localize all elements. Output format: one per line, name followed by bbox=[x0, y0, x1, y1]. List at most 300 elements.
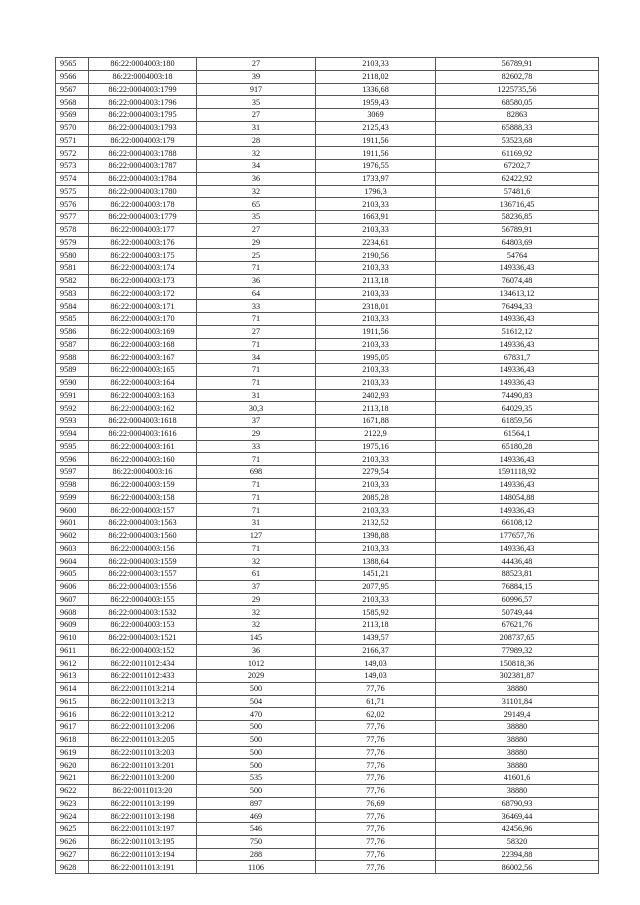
unit-value-cell: 2103,33 bbox=[316, 453, 436, 466]
unit-value-cell: 77,76 bbox=[316, 861, 436, 874]
unit-value-cell: 77,76 bbox=[316, 810, 436, 823]
unit-value-cell: 2103,33 bbox=[316, 338, 436, 351]
area-cell: 71 bbox=[197, 313, 316, 326]
cadastral-number-cell: 86:22:0011013:200 bbox=[89, 772, 197, 785]
cadastral-value-cell: 56789,91 bbox=[436, 58, 599, 71]
cadastral-number-cell: 86:22:0004003:16 bbox=[89, 466, 197, 479]
area-cell: 71 bbox=[197, 376, 316, 389]
unit-value-cell: 1585,92 bbox=[316, 606, 436, 619]
cadastral-value-cell: 64029,35 bbox=[436, 402, 599, 415]
area-cell: 27 bbox=[197, 109, 316, 122]
cadastral-value-cell: 65888,33 bbox=[436, 121, 599, 134]
unit-value-cell: 1733,97 bbox=[316, 172, 436, 185]
cadastral-number-cell: 86:22:0004003:1787 bbox=[89, 160, 197, 173]
row-number-cell: 9614 bbox=[56, 682, 89, 695]
table-row bbox=[56, 733, 599, 746]
area-cell: 500 bbox=[197, 784, 316, 797]
unit-value-cell: 77,76 bbox=[316, 759, 436, 772]
cadastral-value-cell: 61169,92 bbox=[436, 147, 599, 160]
cadastral-value-cell: 58236,85 bbox=[436, 211, 599, 224]
row-number-cell: 9615 bbox=[56, 695, 89, 708]
unit-value-cell: 2103,33 bbox=[316, 364, 436, 377]
cadastral-number-cell: 86:22:0004003:168 bbox=[89, 338, 197, 351]
row-number-cell: 9617 bbox=[56, 721, 89, 734]
table-row bbox=[56, 746, 599, 759]
cadastral-value-cell: 38880 bbox=[436, 721, 599, 734]
cadastral-value-cell: 134613,12 bbox=[436, 287, 599, 300]
cadastral-number-cell: 86:22:0004003:1796 bbox=[89, 96, 197, 109]
cadastral-number-cell: 86:22:0004003:1788 bbox=[89, 147, 197, 160]
area-cell: 64 bbox=[197, 287, 316, 300]
table-row bbox=[56, 695, 599, 708]
cadastral-value-cell: 56789,91 bbox=[436, 223, 599, 236]
cadastral-value-cell: 50749,44 bbox=[436, 606, 599, 619]
unit-value-cell: 2402,93 bbox=[316, 389, 436, 402]
cadastral-number-cell: 86:22:0011013:214 bbox=[89, 682, 197, 695]
cadastral-number-cell: 86:22:0004003:172 bbox=[89, 287, 197, 300]
row-number-cell: 9616 bbox=[56, 708, 89, 721]
row-number-cell: 9606 bbox=[56, 580, 89, 593]
table-row bbox=[56, 580, 599, 593]
row-number-cell: 9565 bbox=[56, 58, 89, 71]
row-number-cell: 9586 bbox=[56, 325, 89, 338]
table-row bbox=[56, 529, 599, 542]
cadastral-number-cell: 86:22:0004003:1795 bbox=[89, 109, 197, 122]
area-cell: 33 bbox=[197, 300, 316, 313]
table-row bbox=[56, 134, 599, 147]
area-cell: 469 bbox=[197, 810, 316, 823]
cadastral-value-cell: 149336,43 bbox=[436, 504, 599, 517]
table-row bbox=[56, 198, 599, 211]
row-number-cell: 9572 bbox=[56, 147, 89, 160]
area-cell: 33 bbox=[197, 440, 316, 453]
unit-value-cell: 2103,33 bbox=[316, 504, 436, 517]
row-number-cell: 9608 bbox=[56, 606, 89, 619]
area-cell: 32 bbox=[197, 555, 316, 568]
table-row bbox=[56, 453, 599, 466]
cadastral-value-cell: 53523,68 bbox=[436, 134, 599, 147]
cadastral-number-cell: 86:22:0011013:194 bbox=[89, 848, 197, 861]
cadastral-number-cell: 86:22:0004003:180 bbox=[89, 58, 197, 71]
table-row bbox=[56, 542, 599, 555]
unit-value-cell: 1911,56 bbox=[316, 147, 436, 160]
unit-value-cell: 2318,01 bbox=[316, 300, 436, 313]
cadastral-value-cell: 149336,43 bbox=[436, 313, 599, 326]
area-cell: 288 bbox=[197, 848, 316, 861]
area-cell: 27 bbox=[197, 58, 316, 71]
cadastral-number-cell: 86:22:0011013:205 bbox=[89, 733, 197, 746]
row-number-cell: 9579 bbox=[56, 236, 89, 249]
table-row bbox=[56, 300, 599, 313]
row-number-cell: 9601 bbox=[56, 517, 89, 530]
area-cell: 500 bbox=[197, 733, 316, 746]
table-row bbox=[56, 185, 599, 198]
area-cell: 65 bbox=[197, 198, 316, 211]
table-row bbox=[56, 657, 599, 670]
row-number-cell: 9624 bbox=[56, 810, 89, 823]
unit-value-cell: 77,76 bbox=[316, 823, 436, 836]
unit-value-cell: 77,76 bbox=[316, 835, 436, 848]
cadastral-value-cell: 38880 bbox=[436, 746, 599, 759]
row-number-cell: 9609 bbox=[56, 619, 89, 632]
row-number-cell: 9567 bbox=[56, 83, 89, 96]
table-row bbox=[56, 427, 599, 440]
unit-value-cell: 2113,18 bbox=[316, 619, 436, 632]
table-row bbox=[56, 619, 599, 632]
cadastral-number-cell: 86:22:0004003:1779 bbox=[89, 211, 197, 224]
unit-value-cell: 62,02 bbox=[316, 708, 436, 721]
unit-value-cell: 1976,55 bbox=[316, 160, 436, 173]
table-row bbox=[56, 606, 599, 619]
cadastral-value-cell: 76074,48 bbox=[436, 274, 599, 287]
table-row bbox=[56, 313, 599, 326]
area-cell: 546 bbox=[197, 823, 316, 836]
unit-value-cell: 77,76 bbox=[316, 682, 436, 695]
unit-value-cell: 76,69 bbox=[316, 797, 436, 810]
table-row bbox=[56, 440, 599, 453]
cadastral-number-cell: 86:22:0004003:157 bbox=[89, 504, 197, 517]
unit-value-cell: 1975,16 bbox=[316, 440, 436, 453]
cadastral-value-cell: 42456,96 bbox=[436, 823, 599, 836]
area-cell: 1012 bbox=[197, 657, 316, 670]
cadastral-value-cell: 62422,92 bbox=[436, 172, 599, 185]
cadastral-number-cell: 86:22:0004003:160 bbox=[89, 453, 197, 466]
row-number-cell: 9566 bbox=[56, 70, 89, 83]
cadastral-number-cell: 86:22:0004003:173 bbox=[89, 274, 197, 287]
cadastral-number-cell: 86:22:0011013:206 bbox=[89, 721, 197, 734]
cadastral-value-cell: 1591118,92 bbox=[436, 466, 599, 479]
row-number-cell: 9620 bbox=[56, 759, 89, 772]
unit-value-cell: 1388,64 bbox=[316, 555, 436, 568]
area-cell: 500 bbox=[197, 682, 316, 695]
cadastral-value-cell: 82863 bbox=[436, 109, 599, 122]
row-number-cell: 9574 bbox=[56, 172, 89, 185]
cadastral-value-cell: 76494,33 bbox=[436, 300, 599, 313]
row-number-cell: 9573 bbox=[56, 160, 89, 173]
cadastral-number-cell: 86:22:0004003:1793 bbox=[89, 121, 197, 134]
cadastral-number-cell: 86:22:0004003:178 bbox=[89, 198, 197, 211]
cadastral-number-cell: 86:22:0011013:212 bbox=[89, 708, 197, 721]
cadastral-number-cell: 86:22:0004003:1560 bbox=[89, 529, 197, 542]
cadastral-value-cell: 54764 bbox=[436, 249, 599, 262]
row-number-cell: 9584 bbox=[56, 300, 89, 313]
cadastral-number-cell: 86:22:0004003:158 bbox=[89, 491, 197, 504]
cadastral-value-cell: 58320 bbox=[436, 835, 599, 848]
row-number-cell: 9568 bbox=[56, 96, 89, 109]
unit-value-cell: 2125,43 bbox=[316, 121, 436, 134]
unit-value-cell: 149,03 bbox=[316, 657, 436, 670]
unit-value-cell: 77,76 bbox=[316, 746, 436, 759]
cadastral-number-cell: 86:22:0004003:153 bbox=[89, 619, 197, 632]
cadastral-number-cell: 86:22:0011013:195 bbox=[89, 835, 197, 848]
cadastral-number-cell: 86:22:0004003:176 bbox=[89, 236, 197, 249]
cadastral-value-cell: 65180,28 bbox=[436, 440, 599, 453]
area-cell: 27 bbox=[197, 325, 316, 338]
unit-value-cell: 2103,33 bbox=[316, 313, 436, 326]
table-row bbox=[56, 351, 599, 364]
table-row bbox=[56, 631, 599, 644]
unit-value-cell: 1911,56 bbox=[316, 325, 436, 338]
row-number-cell: 9595 bbox=[56, 440, 89, 453]
table-row bbox=[56, 784, 599, 797]
unit-value-cell: 2279,54 bbox=[316, 466, 436, 479]
cadastral-value-cell: 149336,43 bbox=[436, 542, 599, 555]
cadastral-value-cell: 148054,88 bbox=[436, 491, 599, 504]
cadastral-value-cell: 67202,7 bbox=[436, 160, 599, 173]
unit-value-cell: 2113,18 bbox=[316, 274, 436, 287]
unit-value-cell: 1439,57 bbox=[316, 631, 436, 644]
cadastral-number-cell: 86:22:0004003:1556 bbox=[89, 580, 197, 593]
area-cell: 37 bbox=[197, 415, 316, 428]
unit-value-cell: 61,71 bbox=[316, 695, 436, 708]
table-row bbox=[56, 478, 599, 491]
area-cell: 500 bbox=[197, 721, 316, 734]
area-cell: 32 bbox=[197, 185, 316, 198]
area-cell: 145 bbox=[197, 631, 316, 644]
cadastral-number-cell: 86:22:0004003:169 bbox=[89, 325, 197, 338]
area-cell: 29 bbox=[197, 427, 316, 440]
table-row bbox=[56, 223, 599, 236]
unit-value-cell: 77,76 bbox=[316, 784, 436, 797]
row-number-cell: 9610 bbox=[56, 631, 89, 644]
row-number-cell: 9600 bbox=[56, 504, 89, 517]
row-number-cell: 9582 bbox=[56, 274, 89, 287]
cadastral-value-cell: 77989,32 bbox=[436, 644, 599, 657]
table-row bbox=[56, 236, 599, 249]
area-cell: 35 bbox=[197, 211, 316, 224]
cadastral-value-cell: 149336,43 bbox=[436, 364, 599, 377]
cadastral-value-cell: 29149,4 bbox=[436, 708, 599, 721]
cadastral-number-cell: 86:22:0011013:198 bbox=[89, 810, 197, 823]
table-row bbox=[56, 364, 599, 377]
cadastral-number-cell: 86:22:0004003:1799 bbox=[89, 83, 197, 96]
cadastral-number-cell: 86:22:0004003:1563 bbox=[89, 517, 197, 530]
row-number-cell: 9594 bbox=[56, 427, 89, 440]
table-row bbox=[56, 810, 599, 823]
row-number-cell: 9612 bbox=[56, 657, 89, 670]
unit-value-cell: 1336,68 bbox=[316, 83, 436, 96]
table-row bbox=[56, 415, 599, 428]
unit-value-cell: 1959,43 bbox=[316, 96, 436, 109]
row-number-cell: 9596 bbox=[56, 453, 89, 466]
row-number-cell: 9577 bbox=[56, 211, 89, 224]
area-cell: 36 bbox=[197, 644, 316, 657]
table-row bbox=[56, 160, 599, 173]
cadastral-value-cell: 51612,12 bbox=[436, 325, 599, 338]
area-cell: 29 bbox=[197, 593, 316, 606]
row-number-cell: 9619 bbox=[56, 746, 89, 759]
cadastral-number-cell: 86:22:0004003:175 bbox=[89, 249, 197, 262]
row-number-cell: 9621 bbox=[56, 772, 89, 785]
unit-value-cell: 2103,33 bbox=[316, 478, 436, 491]
cadastral-value-cell: 302381,87 bbox=[436, 670, 599, 683]
area-cell: 500 bbox=[197, 759, 316, 772]
table-row bbox=[56, 670, 599, 683]
cadastral-number-cell: 86:22:0004003:170 bbox=[89, 313, 197, 326]
table-row bbox=[56, 721, 599, 734]
cadastral-value-cell: 149336,43 bbox=[436, 262, 599, 275]
row-number-cell: 9580 bbox=[56, 249, 89, 262]
row-number-cell: 9587 bbox=[56, 338, 89, 351]
row-number-cell: 9602 bbox=[56, 529, 89, 542]
cadastral-number-cell: 86:22:0004003:162 bbox=[89, 402, 197, 415]
cadastral-number-cell: 86:22:0004003:167 bbox=[89, 351, 197, 364]
area-cell: 32 bbox=[197, 147, 316, 160]
row-number-cell: 9575 bbox=[56, 185, 89, 198]
table-row bbox=[56, 644, 599, 657]
cadastral-value-cell: 57481,6 bbox=[436, 185, 599, 198]
row-number-cell: 9626 bbox=[56, 835, 89, 848]
unit-value-cell: 149,03 bbox=[316, 670, 436, 683]
area-cell: 31 bbox=[197, 517, 316, 530]
area-cell: 750 bbox=[197, 835, 316, 848]
cadastral-value-cell: 68790,93 bbox=[436, 797, 599, 810]
table-body bbox=[56, 58, 599, 874]
cadastral-value-cell: 74490,83 bbox=[436, 389, 599, 402]
cadastral-number-cell: 86:22:0004003:174 bbox=[89, 262, 197, 275]
table-row bbox=[56, 402, 599, 415]
table-row bbox=[56, 121, 599, 134]
unit-value-cell: 2103,33 bbox=[316, 262, 436, 275]
cadastral-value-cell: 31101,84 bbox=[436, 695, 599, 708]
unit-value-cell: 2077,95 bbox=[316, 580, 436, 593]
row-number-cell: 9611 bbox=[56, 644, 89, 657]
cadastral-number-cell: 86:22:0004003:155 bbox=[89, 593, 197, 606]
unit-value-cell: 2103,33 bbox=[316, 542, 436, 555]
area-cell: 500 bbox=[197, 746, 316, 759]
unit-value-cell: 1995,05 bbox=[316, 351, 436, 364]
cadastral-number-cell: 86:22:0004003:152 bbox=[89, 644, 197, 657]
cadastral-number-cell: 86:22:0004003:177 bbox=[89, 223, 197, 236]
area-cell: 31 bbox=[197, 121, 316, 134]
unit-value-cell: 77,76 bbox=[316, 772, 436, 785]
table-row bbox=[56, 466, 599, 479]
table-row bbox=[56, 593, 599, 606]
unit-value-cell: 2132,52 bbox=[316, 517, 436, 530]
cadastral-number-cell: 86:22:0004003:163 bbox=[89, 389, 197, 402]
cadastral-number-cell: 86:22:0004003:156 bbox=[89, 542, 197, 555]
unit-value-cell: 1796,3 bbox=[316, 185, 436, 198]
cadastral-value-cell: 149336,43 bbox=[436, 453, 599, 466]
row-number-cell: 9618 bbox=[56, 733, 89, 746]
unit-value-cell: 2103,33 bbox=[316, 223, 436, 236]
unit-value-cell: 77,76 bbox=[316, 721, 436, 734]
unit-value-cell: 2166,37 bbox=[316, 644, 436, 657]
cadastral-number-cell: 86:22:0004003:1557 bbox=[89, 568, 197, 581]
unit-value-cell: 3069 bbox=[316, 109, 436, 122]
area-cell: 897 bbox=[197, 797, 316, 810]
cadastral-value-cell: 149336,43 bbox=[436, 376, 599, 389]
table-row bbox=[56, 835, 599, 848]
area-cell: 535 bbox=[197, 772, 316, 785]
table-row bbox=[56, 848, 599, 861]
cadastral-value-cell: 82602,78 bbox=[436, 70, 599, 83]
unit-value-cell: 1398,88 bbox=[316, 529, 436, 542]
row-number-cell: 9607 bbox=[56, 593, 89, 606]
area-cell: 71 bbox=[197, 542, 316, 555]
cadastral-number-cell: 86:22:0004003:161 bbox=[89, 440, 197, 453]
cadastral-value-cell: 64803,69 bbox=[436, 236, 599, 249]
row-number-cell: 9597 bbox=[56, 466, 89, 479]
cadastral-value-cell: 67831,7 bbox=[436, 351, 599, 364]
cadastral-number-cell: 86:22:0004003:1616 bbox=[89, 427, 197, 440]
cadastral-value-cell: 38880 bbox=[436, 784, 599, 797]
table-row bbox=[56, 325, 599, 338]
area-cell: 61 bbox=[197, 568, 316, 581]
table-row bbox=[56, 274, 599, 287]
area-cell: 71 bbox=[197, 453, 316, 466]
cadastral-value-cell: 177657,76 bbox=[436, 529, 599, 542]
area-cell: 32 bbox=[197, 619, 316, 632]
table-row bbox=[56, 389, 599, 402]
table-row bbox=[56, 376, 599, 389]
area-cell: 71 bbox=[197, 338, 316, 351]
table-row bbox=[56, 58, 599, 71]
cadastral-number-cell: 86:22:0004003:164 bbox=[89, 376, 197, 389]
table-row bbox=[56, 517, 599, 530]
cadastral-number-cell: 86:22:0011012:433 bbox=[89, 670, 197, 683]
table-row bbox=[56, 147, 599, 160]
cadastral-number-cell: 86:22:0004003:171 bbox=[89, 300, 197, 313]
cadastral-value-cell: 68580,05 bbox=[436, 96, 599, 109]
table-row bbox=[56, 249, 599, 262]
unit-value-cell: 2190,56 bbox=[316, 249, 436, 262]
row-number-cell: 9590 bbox=[56, 376, 89, 389]
cadastral-value-table bbox=[55, 57, 599, 874]
area-cell: 71 bbox=[197, 262, 316, 275]
row-number-cell: 9599 bbox=[56, 491, 89, 504]
table-row bbox=[56, 83, 599, 96]
area-cell: 37 bbox=[197, 580, 316, 593]
area-cell: 25 bbox=[197, 249, 316, 262]
row-number-cell: 9570 bbox=[56, 121, 89, 134]
cadastral-number-cell: 86:22:0004003:1784 bbox=[89, 172, 197, 185]
cadastral-value-cell: 38880 bbox=[436, 733, 599, 746]
row-number-cell: 9593 bbox=[56, 415, 89, 428]
cadastral-number-cell: 86:22:0004003:1532 bbox=[89, 606, 197, 619]
table-row bbox=[56, 861, 599, 874]
area-cell: 39 bbox=[197, 70, 316, 83]
cadastral-number-cell: 86:22:0004003:179 bbox=[89, 134, 197, 147]
cadastral-number-cell: 86:22:0004003:1559 bbox=[89, 555, 197, 568]
cadastral-value-cell: 1225735,56 bbox=[436, 83, 599, 96]
unit-value-cell: 2103,33 bbox=[316, 58, 436, 71]
cadastral-number-cell: 86:22:0011013:203 bbox=[89, 746, 197, 759]
area-cell: 35 bbox=[197, 96, 316, 109]
table-row bbox=[56, 504, 599, 517]
table-row bbox=[56, 109, 599, 122]
row-number-cell: 9628 bbox=[56, 861, 89, 874]
area-cell: 504 bbox=[197, 695, 316, 708]
unit-value-cell: 1911,56 bbox=[316, 134, 436, 147]
table-row bbox=[56, 823, 599, 836]
cadastral-number-cell: 86:22:0004003:1618 bbox=[89, 415, 197, 428]
table-row bbox=[56, 338, 599, 351]
cadastral-number-cell: 86:22:0011013:197 bbox=[89, 823, 197, 836]
cadastral-number-cell: 86:22:0011013:191 bbox=[89, 861, 197, 874]
table-row bbox=[56, 568, 599, 581]
unit-value-cell: 77,76 bbox=[316, 733, 436, 746]
cadastral-value-cell: 136716,45 bbox=[436, 198, 599, 211]
area-cell: 71 bbox=[197, 504, 316, 517]
cadastral-value-cell: 41601,6 bbox=[436, 772, 599, 785]
cadastral-number-cell: 86:22:0011013:201 bbox=[89, 759, 197, 772]
cadastral-value-cell: 36469,44 bbox=[436, 810, 599, 823]
area-cell: 470 bbox=[197, 708, 316, 721]
area-cell: 27 bbox=[197, 223, 316, 236]
unit-value-cell: 2113,18 bbox=[316, 402, 436, 415]
cadastral-value-cell: 61564,1 bbox=[436, 427, 599, 440]
